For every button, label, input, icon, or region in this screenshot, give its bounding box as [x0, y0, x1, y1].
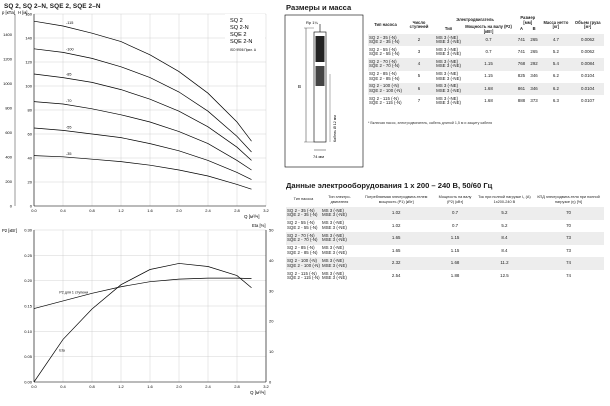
dim-cell-volume: 0.0062	[581, 36, 595, 42]
y-right-tick-label: 100	[25, 83, 32, 89]
curve-label: P2 для 1 ступени	[59, 290, 89, 295]
dim-cell-type-line: SQ 2 - 70 (-N)	[369, 58, 397, 64]
elec-cell-motor-line: MS 3 (-NE)	[321, 232, 344, 238]
performance-charts	[0, 0, 282, 406]
dim-cell-motor-line: MSE 3 (-NE)	[436, 87, 461, 93]
x-tick-label: 0.8	[89, 208, 95, 213]
elec-cell-type-line: SQ 2 - 35 (-N)	[287, 207, 315, 213]
elec-cell-motor	[321, 220, 358, 233]
dim-cell-b: 346	[530, 73, 538, 79]
elec-cell-motor-line: MS 3 (-NE)	[321, 207, 344, 213]
elec-cell-type	[286, 270, 321, 283]
x-tick-label: 3.2	[263, 208, 269, 213]
dim-cell-type-line: SQ 2 - 100 (-N)	[369, 83, 400, 89]
dim-cell-motor-line: MS 3 (-NE)	[436, 95, 459, 101]
x-tick-label: 2.0	[176, 384, 182, 389]
dim-cell-volume: 0.0104	[581, 73, 595, 79]
elec-cell-p2: 0.7	[452, 222, 459, 228]
y-right-tick-label: 160	[25, 11, 32, 17]
elec-cell-type-line: SQE 2 - 70 (-N)	[287, 237, 318, 243]
dim-cell-volume: 0.0062	[581, 49, 595, 55]
electrical-row	[286, 245, 604, 258]
dim-cell-stages: 5	[417, 73, 421, 79]
x-tick-label: 2.0	[176, 208, 182, 213]
dim-cell-power: 1.68	[484, 85, 493, 91]
y-left-tick-label: 1400	[3, 32, 12, 38]
elec-cell-motor	[321, 270, 358, 283]
electrical-row	[286, 220, 604, 233]
dim-cell-mass: 6.3	[552, 97, 559, 103]
y-left-tick-label: 0.20	[24, 278, 32, 284]
y-left-tick-label: 1200	[3, 56, 12, 62]
elec-cell-p1: 1.02	[391, 210, 401, 215]
outlet-label: Rp 1¼	[306, 20, 318, 25]
elec-cell-type	[286, 245, 321, 258]
y-right-tick-label: 20	[27, 179, 32, 185]
x-tick-label: 2.4	[205, 384, 211, 389]
header-size-b: B	[532, 26, 536, 32]
dim-cell-mass: 6.2	[552, 85, 559, 91]
dim-cell-a: 861	[517, 85, 526, 91]
dim-cell-a: 888	[517, 97, 526, 103]
header-stages: Число ступеней	[409, 19, 429, 29]
dim-cell-power: 1.15	[484, 73, 493, 79]
y-left-tick-label: 200	[5, 179, 12, 185]
x-axis-label: Q [м³/ч]	[244, 214, 260, 219]
elec-cell-eff: 70	[566, 210, 571, 215]
electrical-header: Потребляемая электродвига-телем мощность (P1) [кВт]	[365, 194, 428, 204]
dim-cell-mass: 5.2	[552, 49, 559, 55]
dim-cell-mass: 5.4	[552, 61, 559, 67]
elec-cell-motor-line: MSE 3 (-NE)	[321, 262, 347, 268]
elec-cell-type-line: SQ 2 - 70 (-N)	[287, 232, 315, 238]
electrical-table	[286, 192, 604, 283]
elec-cell-motor-line: MSE 3 (-NE)	[321, 250, 347, 256]
y-right-tick-label: 0	[29, 203, 32, 209]
dim-cell-motor-line: MS 3 (-NE)	[436, 34, 459, 40]
dim-cell-motor-line: MS 3 (-NE)	[436, 71, 459, 77]
header-size: Размер [мм]	[520, 15, 536, 25]
dim-cell-type-line: SQ 2 - 35 (-N)	[369, 34, 397, 40]
dim-cell-motor-line: MS 3 (-NE)	[436, 46, 459, 52]
elec-cell-type-line: SQ 2 - 55 (-N)	[287, 220, 315, 226]
elec-cell-p2: 1.68	[450, 260, 460, 266]
elec-cell-type-line: SQE 2 - 100 (-N)	[287, 262, 320, 268]
elec-cell-current: 8.4	[501, 235, 508, 241]
dimensions-row	[368, 34, 604, 46]
dim-cell-stages: 3	[417, 49, 421, 55]
dim-cell-motor-line: MS 3 (-NE)	[436, 58, 459, 64]
curve-label: -55	[66, 125, 72, 130]
x-axis-label: Q [м³/ч]	[250, 390, 266, 395]
curve-label: -115	[66, 21, 74, 25]
electrical-header: Тип насоса	[293, 197, 314, 202]
legend-entry: SQE 2-N	[230, 39, 253, 45]
electrical-row	[286, 232, 604, 245]
dim-cell-volume: 0.0084	[581, 61, 595, 67]
elec-cell-type-line: SQE 2 - 35 (-N)	[287, 212, 318, 218]
elec-cell-motor	[321, 207, 358, 220]
dim-cell-motor-line: MSE 3 (-NE)	[436, 100, 461, 106]
dim-cell-type-line: SQE 2 - 85 (-N)	[369, 75, 400, 81]
dim-cell-motor	[435, 34, 462, 46]
x-tick-label: 2.8	[234, 384, 240, 389]
elec-cell-type	[286, 257, 321, 270]
dim-cell-type	[368, 83, 403, 95]
header-motor: Электродвигатель	[456, 17, 494, 23]
dim-cell-motor	[435, 83, 462, 95]
dim-cell-power: 1.68	[484, 97, 493, 103]
dim-cell-a: 768	[517, 61, 526, 67]
cable-label: Кабель Ø 12 мм	[333, 115, 337, 142]
curve-label: -70	[66, 99, 72, 103]
elec-cell-type	[286, 220, 321, 233]
x-tick-label: 0.4	[60, 208, 66, 213]
dim-cell-b: 265	[530, 49, 538, 55]
y-left-label: p [кПа]	[2, 10, 15, 15]
y-right-tick-label: 80	[27, 107, 32, 113]
y-right-tick-label: 10	[269, 349, 274, 355]
y-left-label: P2 [кВт]	[2, 228, 18, 233]
y-right-tick-label: 60	[27, 131, 32, 137]
x-tick-label: 0.4	[60, 384, 66, 389]
dim-cell-type-line: SQE 2 - 115 (-N)	[369, 100, 402, 106]
dimensions-row	[368, 83, 604, 95]
electrical-header: Мощность на валу (P2) [кВт]	[438, 194, 472, 204]
dim-cell-motor-line: MS 3 (-NE)	[436, 83, 459, 89]
x-tick-label: 3.2	[263, 384, 269, 389]
x-tick-label: 1.6	[147, 208, 153, 213]
dim-label-b: B	[298, 84, 302, 89]
dim-cell-stages: 7	[417, 97, 421, 103]
elec-cell-motor-line: MSE 3 (-NE)	[321, 237, 347, 243]
y-left-tick-label: 0.05	[24, 354, 32, 360]
electrical-header: Ток при полной нагрузке I₁ (А) 1x200-240 B	[478, 194, 531, 204]
y-left-tick-label: 800	[5, 105, 12, 111]
elec-cell-p2: 1.15	[450, 247, 460, 253]
y-left-tick-label: 0.00	[24, 379, 32, 385]
dim-cell-motor-line: MSE 3 (-NE)	[436, 51, 461, 57]
dimensions-row	[368, 95, 604, 107]
elec-cell-motor-line: MS 3 (-NE)	[321, 245, 344, 251]
elec-cell-current: 11.2	[500, 260, 509, 266]
dimensions-title: Размеры и масса	[286, 3, 352, 12]
dim-cell-stages: 6	[417, 85, 421, 91]
electrical-header: КПД электродвига-теля при полной нагрузке (η) [%]	[537, 194, 600, 204]
elec-cell-current: 5.2	[501, 210, 508, 215]
dim-cell-motor	[435, 58, 462, 70]
dim-cell-type-line: SQE 2 - 55 (-N)	[369, 51, 400, 57]
y-right-tick-label: 0	[269, 379, 272, 385]
head-curve	[34, 156, 252, 190]
dimensions-row	[368, 46, 604, 58]
curve-label: -85	[66, 72, 72, 77]
y-left-tick-label: 0.15	[24, 303, 32, 309]
header-motor-type: Тип	[444, 26, 453, 32]
y-right-label: Eta [%]	[252, 223, 266, 228]
y-right-tick-label: 50	[269, 227, 274, 233]
legend-entry: SQE 2	[230, 32, 247, 38]
elec-cell-type	[286, 207, 321, 220]
dim-cell-power: 1.15	[484, 61, 493, 67]
dim-cell-motor	[435, 46, 462, 58]
header-volume: Объем груза [м³]	[574, 19, 601, 29]
power-efficiency-curve	[34, 263, 252, 382]
dim-cell-volume: 0.0107	[581, 97, 595, 103]
elec-cell-current: 12.5	[500, 272, 509, 278]
header-mass: Масса нетто [кг]	[543, 19, 569, 29]
elec-cell-motor-line: MS 3 (-NE)	[321, 270, 344, 276]
dim-cell-stages: 2	[417, 36, 421, 42]
dim-cell-type-line: SQE 2 - 100 (-N)	[369, 87, 402, 93]
elec-cell-p2: 0.7	[452, 210, 459, 215]
elec-cell-p1: 2.54	[391, 272, 401, 278]
elec-cell-motor	[321, 245, 358, 258]
pump-dimension-drawing	[284, 14, 364, 168]
dim-cell-volume: 0.0104	[581, 85, 595, 91]
dim-label-dia: 74 мм	[313, 154, 325, 159]
elec-cell-type-line: SQE 2 - 55 (-N)	[287, 224, 318, 230]
elec-cell-p2: 1.15	[450, 235, 460, 241]
legend-note: ISO 9906 Прил. A	[230, 48, 256, 52]
elec-cell-type-line: SQE 2 - 85 (-N)	[287, 250, 318, 256]
elec-cell-eff: 70	[566, 222, 571, 228]
dim-cell-b: 373	[530, 97, 538, 103]
dimensions-note: * Включая насос, электродвигатель, кабель длиной 1,5 м и защиту кабеля	[368, 121, 493, 125]
elec-cell-current: 5.2	[501, 222, 508, 228]
elec-cell-p1: 2.32	[391, 260, 401, 266]
elec-cell-type	[286, 232, 321, 245]
dim-cell-type-line: SQ 2 - 55 (-N)	[369, 46, 397, 52]
y-right-label: H [м]	[18, 10, 28, 15]
y-left-tick-label: 400	[5, 154, 12, 160]
y-right-tick-label: 40	[27, 155, 32, 161]
dim-cell-stages: 4	[417, 61, 421, 67]
elec-cell-eff: 74	[566, 260, 571, 266]
dimensions-row	[368, 71, 604, 83]
curve-label: -100	[66, 47, 74, 52]
x-tick-label: 0.0	[31, 208, 37, 213]
dim-cell-power: 0.7	[485, 49, 492, 55]
dim-cell-a: 825	[517, 73, 526, 79]
elec-cell-motor-line: MSE 3 (-NE)	[321, 275, 347, 281]
dim-cell-type-line: SQE 2 - 35 (-N)	[369, 39, 400, 45]
x-tick-label: 2.8	[234, 208, 240, 213]
y-left-tick-label: 0.30	[24, 227, 32, 233]
head-curve	[34, 21, 252, 141]
y-right-tick-label: 20	[269, 318, 274, 324]
elec-cell-motor-line: MSE 3 (-NE)	[321, 212, 347, 218]
elec-cell-type-line: SQE 2 - 115 (-N)	[287, 275, 320, 281]
electrical-row	[286, 270, 604, 283]
dimensions-row	[368, 58, 604, 70]
x-tick-label: 1.2	[118, 384, 124, 389]
dim-cell-mass: 6.2	[552, 73, 559, 79]
header-motor-power: Мощность на валу (P2) [кВт]	[465, 24, 512, 34]
y-right-tick-label: 40	[269, 257, 274, 263]
y-right-tick-label: 140	[25, 35, 32, 41]
elec-cell-eff: 73	[566, 247, 571, 253]
y-left-tick-label: 0.10	[24, 328, 32, 334]
elec-cell-eff: 73	[566, 235, 571, 241]
elec-cell-motor	[321, 257, 358, 270]
dim-cell-b: 265	[530, 36, 538, 42]
dim-cell-motor-line: MSE 3 (-NE)	[436, 63, 461, 69]
power-efficiency-chart	[2, 223, 274, 395]
dim-cell-type	[368, 34, 403, 46]
elec-cell-motor-line: MSE 3 (-NE)	[321, 224, 347, 230]
x-tick-label: 0.0	[31, 384, 37, 389]
elec-cell-type-line: SQ 2 - 100 (-N)	[287, 258, 318, 264]
electrical-title: Данные электрооборудования 1 x 200 – 240 B, 50/60 Гц	[286, 181, 493, 190]
x-tick-label: 1.6	[147, 384, 153, 389]
elec-cell-current: 8.4	[501, 247, 508, 253]
dim-cell-motor-line: MSE 3 (-NE)	[436, 39, 461, 45]
dim-cell-mass: 4.7	[552, 36, 559, 42]
dim-cell-type	[368, 46, 403, 58]
curve-label: -35	[66, 151, 72, 156]
pump-top-section	[316, 36, 325, 62]
x-tick-label: 1.2	[118, 208, 124, 213]
y-left-tick-label: 600	[5, 130, 12, 136]
dim-cell-power: 0.7	[485, 36, 492, 42]
y-left-tick-label: 1000	[3, 81, 12, 87]
dim-cell-motor	[435, 95, 462, 107]
elec-cell-type-line: SQ 2 - 115 (-N)	[287, 270, 317, 276]
legend-entry: SQ 2	[230, 18, 243, 24]
x-tick-label: 0.8	[89, 384, 95, 389]
header-pump-type: Тип насоса	[374, 21, 397, 27]
head-curve	[34, 74, 252, 160]
elec-cell-p1: 1.65	[391, 247, 401, 253]
dim-cell-motor	[435, 71, 462, 83]
dim-cell-type	[368, 71, 403, 83]
dim-cell-type-line: SQ 2 - 115 (-N)	[369, 95, 399, 101]
elec-cell-p2: 1.88	[450, 272, 460, 278]
y-right-tick-label: 120	[25, 59, 32, 65]
dim-cell-b: 346	[530, 85, 538, 91]
y-left-tick-label: 0	[9, 203, 12, 209]
elec-cell-eff: 74	[566, 272, 571, 278]
head-curve	[34, 102, 252, 170]
dim-cell-b: 292	[530, 61, 538, 67]
electrical-row	[286, 257, 604, 270]
legend-entry: SQ 2-N	[230, 25, 249, 31]
dim-cell-a: 741	[517, 36, 526, 42]
document-title: SQ 2, SQ 2–N, SQE 2, SQE 2–N	[4, 3, 101, 10]
elec-cell-p1: 1.65	[391, 235, 401, 241]
dim-cell-type-line: SQE 2 - 70 (-N)	[369, 63, 400, 69]
header-size-a: A	[519, 26, 523, 32]
y-right-tick-label: 30	[269, 288, 274, 294]
dim-cell-type	[368, 58, 403, 70]
y-left-tick-label: 0.25	[24, 252, 32, 258]
dim-cell-type	[368, 95, 403, 107]
dimensions-table	[368, 16, 604, 107]
electrical-header: Тип электро-двигателя	[328, 194, 351, 204]
dim-cell-a: 741	[517, 49, 526, 55]
elec-cell-p1: 1.02	[391, 222, 401, 228]
pump-mid-section	[316, 66, 325, 86]
elec-cell-motor	[321, 232, 358, 245]
dim-cell-motor-line: MSE 3 (-NE)	[436, 75, 461, 81]
dim-cell-type-line: SQ 2 - 85 (-N)	[369, 71, 397, 77]
elec-cell-type-line: SQ 2 - 85 (-N)	[287, 245, 315, 251]
head-curve-chart	[2, 10, 270, 219]
x-tick-label: 2.4	[205, 208, 211, 213]
elec-cell-motor-line: MS 3 (-NE)	[321, 258, 344, 264]
electrical-row	[286, 207, 604, 220]
elec-cell-motor-line: MS 3 (-NE)	[321, 220, 344, 226]
curve-label: Eta	[59, 348, 65, 353]
